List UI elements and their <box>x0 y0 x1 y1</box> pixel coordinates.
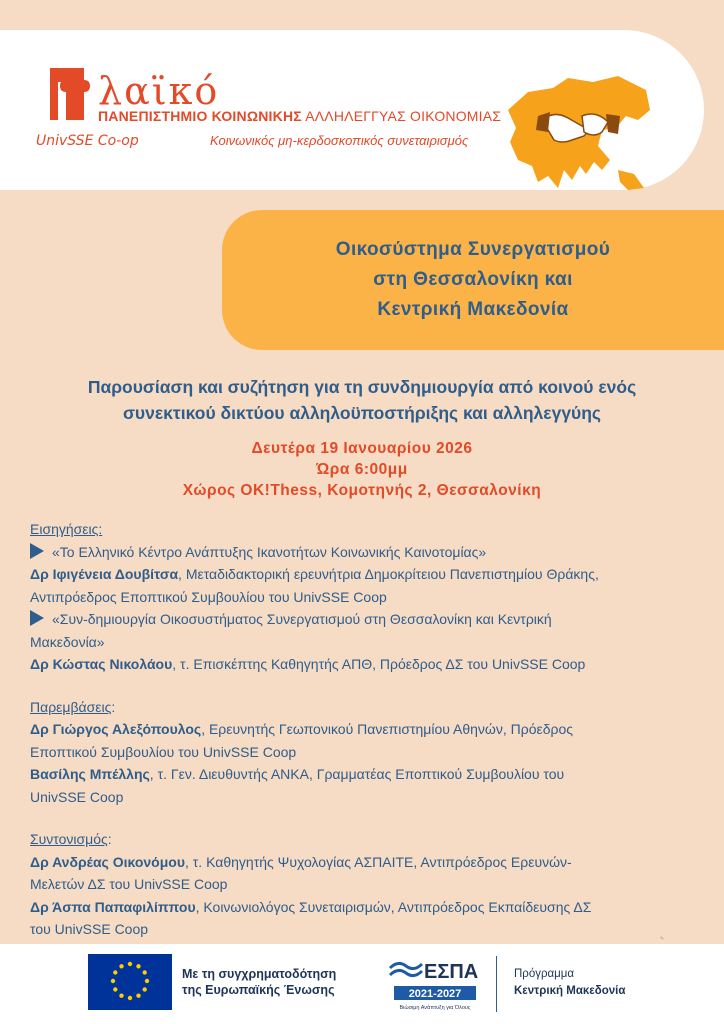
coordinator-2-speaker: Δρ Άσπα Παπαφιλίππου, Κοινωνιολόγος Συνεταιρισμών, Αντιπρόεδρος Εκπαίδευσης ΔΣ <box>30 898 592 915</box>
section-presentations-title: Εισηγήσεις: <box>30 521 103 537</box>
title-banner <box>222 210 724 350</box>
footer-divider <box>496 956 497 1012</box>
logo-univsse: UnivSSE Co-op <box>36 133 139 149</box>
talk-1-speaker: Δρ Ιφιγένεια Δουβίτσα, Μεταδιδακτορική ερευνήτρια Δημοκρίτειου Πανεπιστημίου Θράκης, <box>30 566 599 582</box>
title-line-1: Οικοσύστημα Συνεργατισμού <box>335 239 611 260</box>
footer-funding-bar <box>0 944 724 1024</box>
talk-2-title: «Συν-δημιουργία Οικοσυστήματος Συνεργατισμού στη Θεσσαλονίκη και Κεντρική <box>30 608 694 631</box>
event-date: Δευτέρα 19 Ιανουαρίου 2026 <box>251 440 473 457</box>
espa-title: ΕΣΠΑ <box>424 961 479 983</box>
coordinator-2-role: του UnivSSE Coop <box>30 921 149 937</box>
event-subtitle: Παρουσίαση και συζήτηση για τη συνδημιουργία από κοινού ενός συνεκτικού δικτύου αλληλοϋποστήριξης και αλληλεγγύης <box>87 377 637 423</box>
talk-2-title-cont: Μακεδονία» <box>30 633 105 650</box>
logo-tagline: Κοινωνικός μη-κερδοσκοπικός συνεταιρισμός <box>210 133 469 148</box>
section-coordination-title: Συντονισμός: <box>30 831 112 847</box>
espa-years: 2021-2027 <box>408 988 462 1000</box>
section-interventions-title: Παρεμβάσεις: <box>30 698 116 715</box>
program-content <box>30 518 694 941</box>
talk-1-title: «Το Ελληνικό Κέντρο Ανάπτυξης Ικανοτήτων Κοινωνικής Καινοτομίας» <box>30 541 694 564</box>
coordinator-1-speaker: Δρ Ανδρέας Οικονόμου, τ. Καθηγητής Ψυχολογίας ΑΣΠΑΙΤΕ, Αντιπρόεδρος Ερευνών- <box>30 853 572 870</box>
talk-1-role: Αντιπρόεδρος Εποπτικού Συμβουλίου του UnivSSE Coop <box>30 588 387 605</box>
program-label: Πρόγραμμα Κεντρική Μακεδονία <box>514 968 626 997</box>
event-venue: Χώρος ΟΚ!Thess, Κομοτηνής 2, Θεσσαλονίκη <box>182 482 542 499</box>
header-banner <box>0 30 704 190</box>
event-info <box>30 438 694 501</box>
intervention-1-speaker: Δρ Γιώργος Αλεξόπουλος, Ερευνητής Γεωπονικού Πανεπιστημίου Αθηνών, Πρόεδρος <box>30 721 574 737</box>
designer-signature: ✎ <box>660 936 665 942</box>
intervention-2-speaker: Βασίλης Μπέλλης, τ. Γεν. Διευθυντής ΑΝΚΑ, Γραμματέας Εποπτικού Συμβουλίου του <box>30 766 565 782</box>
espa-logo-icon <box>388 956 480 1014</box>
play-arrow-icon <box>30 610 44 626</box>
macedonia-map-handshake-icon <box>498 70 658 200</box>
eu-cofunding-text: Με τη συγχρηματοδότηση της Ευρωπαϊκής Ένωσης <box>182 967 337 997</box>
logo-mark-icon <box>44 62 98 126</box>
event-time: Ώρα 6:00μμ <box>316 461 408 478</box>
play-arrow-icon <box>30 543 44 559</box>
intervention-1-role: Εποπτικού Συμβουλίου του UnivSSE Coop <box>30 743 297 760</box>
title-line-2: στη Θεσσαλονίκη και <box>373 269 573 290</box>
eu-flag-icon <box>88 954 172 1010</box>
intervention-2-role: UnivSSE Coop <box>30 788 124 805</box>
logo-university-name: ΠΑΝΕΠΙΣΤΗΜΙΟ ΚΟΙΝΩΝΙΚΗΣ ΑΛΛΗΛΕΓΓΥΑΣ ΟΙΚΟΝΟΜΙΑΣ <box>98 108 502 124</box>
coordinator-1-role: Μελετών ΔΣ του UnivSSE Coop <box>30 876 228 892</box>
talk-2-speaker: Δρ Κώστας Νικολάου, τ. Επισκέπτης Καθηγητής ΑΠΘ, Πρόεδρος ΔΣ του UnivSSE Coop <box>30 656 586 672</box>
espa-subtitle: Βιώσιμη Ανάπτυξη για Όλους <box>399 1005 471 1011</box>
logo-wordmark: λαϊκό <box>98 69 220 113</box>
title-line-3: Κεντρική Μακεδονία <box>377 299 569 320</box>
